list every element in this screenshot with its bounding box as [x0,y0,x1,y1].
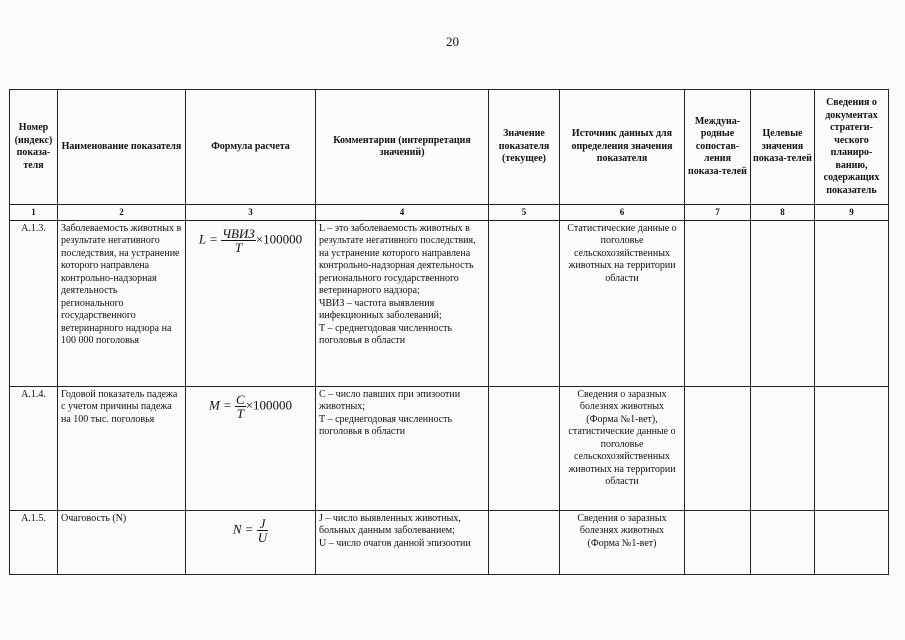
row-index: А.1.3. [10,220,58,386]
header-cell-name: Наименование показателя [58,90,186,205]
row-documents [815,220,889,386]
row-international [685,220,751,386]
column-number: 6 [560,205,685,221]
column-number: 2 [58,205,186,221]
formula [189,389,312,420]
row-value [489,386,560,510]
row-international [685,510,751,574]
header-cell-international: Междуна-родные сопостав-ления показа-телей [685,90,751,205]
row-name: Годовой показатель падежа с учетом причины падежа на 100 тыс. поголовья [58,386,186,510]
comment-line: С – число павших при эпизоотии животных; [319,388,461,412]
formula-lhs: N = [232,520,254,536]
header-cell-formula: Формула расчета [186,90,316,205]
row-documents [815,386,889,510]
row-name: Очаговость (N) [58,510,186,574]
row-formula [186,220,316,386]
indicators-table [9,89,889,575]
comment-line: U – число очагов данной эпизоотии [319,537,471,549]
formula-lhs: M = [208,396,232,412]
row-source: Сведения о заразных болезнях животных (Форма №1-вет) [560,510,685,574]
column-number: 9 [815,205,889,221]
row-formula [186,386,316,510]
formula-fraction [235,393,246,420]
header-cell-comments: Комментарии (интерпретация значений) [316,90,489,205]
column-number: 3 [186,205,316,221]
row-index: А.1.5. [10,510,58,574]
column-number: 8 [751,205,815,221]
comment-line: Т – среднегодовая численность поголовья в области [319,413,453,437]
formula-numerator: ЧВИЗ [222,225,255,241]
formula-denominator: T [236,405,244,421]
row-index: А.1.4. [10,386,58,510]
formula-multiplier: ×100000 [245,396,293,412]
row-formula [186,510,316,574]
row-documents [815,510,889,574]
column-number: 1 [10,205,58,221]
row-target [751,510,815,574]
formula-numerator: J [257,517,268,531]
formula-fraction [221,227,256,254]
comment-line: Т – среднегодовая численность поголовья в области [319,322,453,346]
table-row [10,386,889,510]
formula [189,223,312,254]
page-number: 20 [446,34,459,49]
row-source: Статистические данные о поголовье сельскохозяйственных животных на территории области [560,220,685,386]
formula-lhs: L = [198,230,218,246]
formula-numerator: C [236,391,245,407]
comment-line: регионального государственного ветеринарного надзора; [319,272,459,296]
header-cell-target: Целевые значения показа-телей [751,90,815,205]
column-number: 5 [489,205,560,221]
comment-line: L – это заболеваемость животных в результате негативного последствия, на устранение которого направлена контрольно-надзорная деятельность [319,222,476,271]
formula-multiplier: ×100000 [255,230,303,246]
row-comments [316,510,489,574]
header-row [10,90,889,205]
comment-line: J – число выявленных животных, больных данным заболеванием; [319,512,461,536]
column-number-row [10,205,889,221]
row-value [489,220,560,386]
row-value [489,510,560,574]
header-cell-documents: Сведения о документах стратеги-ческого планиро-ванию, содержащих показатель [815,90,889,205]
row-name: Заболеваемость животных в результате негативного последствия, на устранение которого направлена контрольно-надзорная деятельность регионального государственного ветеринарного надзора на 100 000 поголовья [58,220,186,386]
comment-line: ЧВИЗ – частота выявления инфекционных заболеваний; [319,297,442,321]
row-target [751,386,815,510]
row-comments [316,386,489,510]
header-cell-source: Источник данных для определения значения показателя [560,90,685,205]
formula-denominator: U [257,529,268,545]
formula-fraction [257,517,268,544]
formula-denominator: T [234,239,243,255]
row-comments [316,220,489,386]
header-cell-value: Значение показателя (текущее) [489,90,560,205]
column-number: 4 [316,205,489,221]
table-row [10,220,889,386]
table-row [10,510,889,574]
column-number: 7 [685,205,751,221]
row-source: Сведения о заразных болезнях животных (Форма №1-вет), статистические данные о поголовье сельскохозяйственных животных на территории области [560,386,685,510]
header-cell-index: Номер (индекс) показа-теля [10,90,58,205]
row-target [751,220,815,386]
row-international [685,386,751,510]
formula [189,513,312,544]
